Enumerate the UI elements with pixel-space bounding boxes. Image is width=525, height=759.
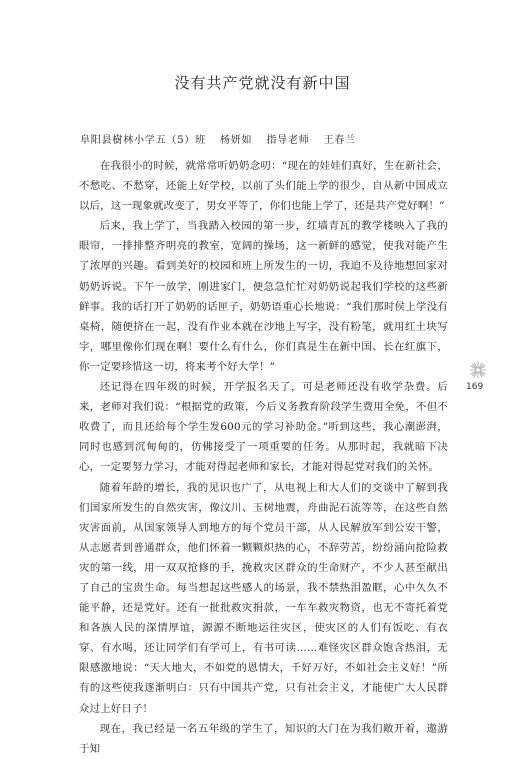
paragraph-4: 随着年龄的增长，我的见识也广了，从电视上和大人们的交谈中了解到我们国家所发生的自然灾害，像汶川、玉树地震，舟曲泥石流等等，在这些自然灾害面前，从国家领导人到地方的每个党员干部，从人民解放军到公安干警，从志愿者到普通群众，他们怀着一颗颗炽热的心，不辞劳苦，纷纷涌向抢险救灾的第一线，用一双双抢修的手，挽救灾区群众的生命财产，不少人甚至献出了自己的宝贵生命。每当想起这些感人的场景，我不禁热泪盈眶，心中久久不能平静，还是党好。还有一批批救灾捐款，一车车救灾物资，也无不寄托着党和各族人民的深情厚谊，源源不断地运往灾区，使灾区的人们有饭吃、有衣穿、有水喝，还让同学们有学可上，有书可读……难怪灾区群众饱含热泪，无限感激地说：“天大地大，不如党的恩情大，千好万好，不如社会主义好！”所有的这些使我逐渐明白：只有中国共产党，只有社会主义，才能使广大人民群众过上好日子！	[79, 481, 448, 715]
article-body	[79, 156, 448, 759]
byline-author: 杨妍如	[219, 135, 253, 146]
byline-teacher: 王春兰	[323, 135, 356, 146]
paragraph-1: 在我很小的时候，就常常听奶奶念叨：“现在的娃娃们真好，生在新社会，不愁吃、不愁穿，还能上好学校，以前了头们能上学的很少，自从新中国成立以后，这一现象就改变了，男女平等了，你们也能上学了，还是共产党好啊！”	[79, 160, 448, 213]
paragraph-2: 后来，我上学了，当我踏入校园的第一步，红墙青瓦的教学楼映入了我的眼帘，一排排整齐明亮的教室，宽阔的操场，这一新鲜的感觉，使我对能产生了浓厚的兴趣。看到美好的校园和班上所发生的一切，我迫不及待地想回家对奶奶诉说。下午一放学，刚进家门，便急急忙忙对奶奶说起我们学校的这些新鲜事。我的话打开了奶奶的话匣子，奶奶语重心长地说：“我们那时侯上学没有桌椅，随便挤在一起，没有作业本就在沙地上写字，没有粉笔，就用红土块写字，哪里像你们现在啊！要什么有什么，你们真是生在新中国、长在红旗下，你一定要珍惜这一切，将来考个好大学！”	[79, 220, 448, 373]
page-title: 没有共产党就没有新中国	[174, 74, 351, 92]
byline	[80, 131, 366, 146]
byline-teacher-label: 指导老师	[266, 135, 310, 146]
byline-school: 阜阳县樹林小学五（5）班	[80, 135, 206, 146]
paragraph-3: 还记得在四年级的时候，开学报名天了，可是老师还没有收学杂费。后来，老师对我们说：“根据党的政策，今后义务教育阶段学生费用全免，不但不收费了，而且还给每个学生发600元的学习补助金。”听到这些，我心潮澎湃，同时也感到沉甸甸的，仿佛接受了一项重要的任务。从那时起，我就暗下决心，一定要努力学习，才能对得起老师和家长，才能对得起党对我们的关怀。	[79, 381, 448, 474]
paragraph-5: 现在，我已经是一名五年级的学生了，知识的大门在为我们敞开着，遨游于知	[79, 722, 448, 755]
page-number: 169	[466, 382, 484, 392]
flower-ornament-icon	[469, 361, 487, 379]
